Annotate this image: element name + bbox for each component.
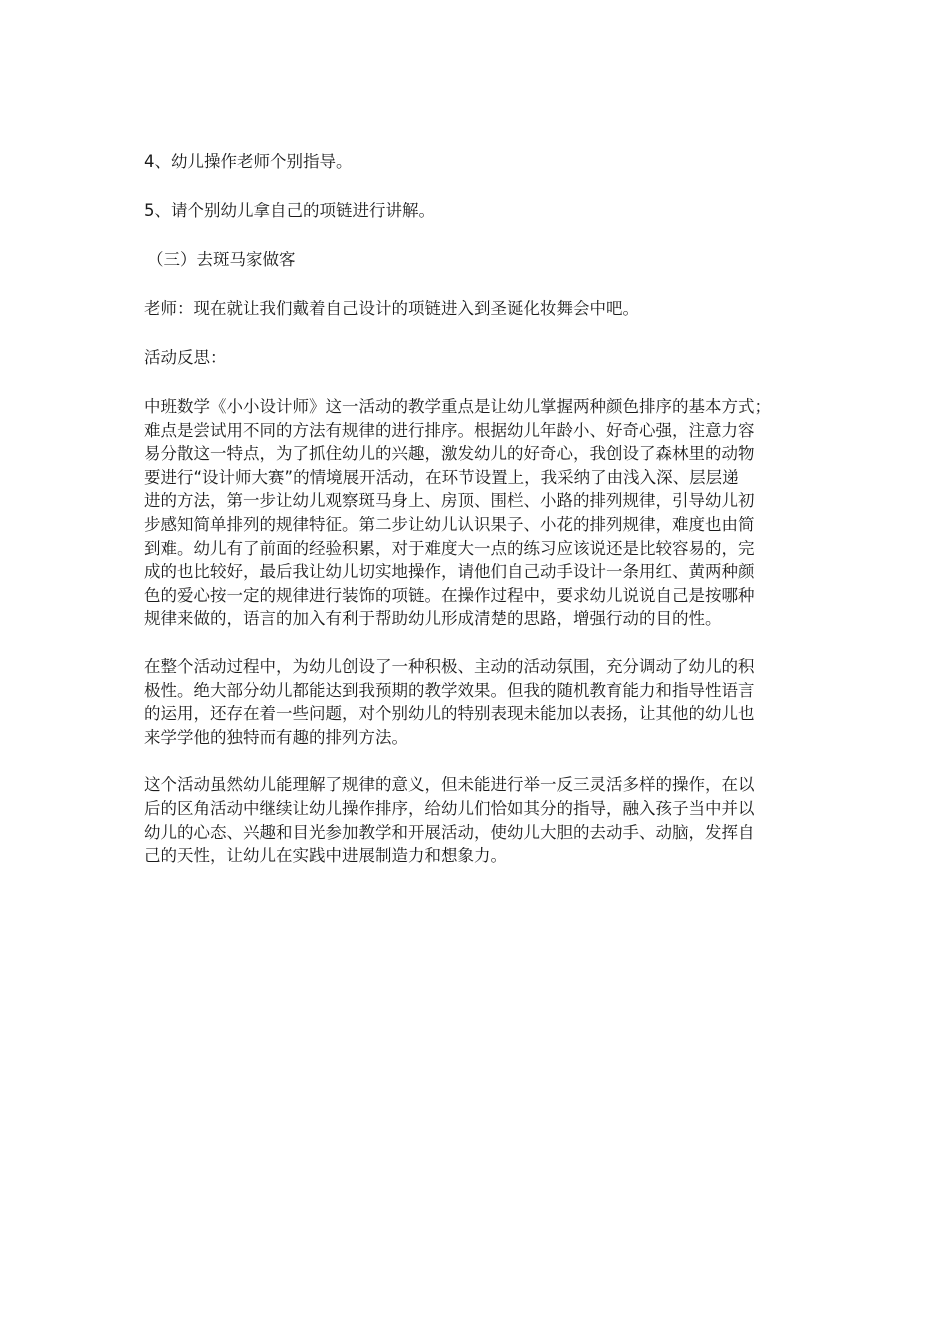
paragraph-line: 要进行“设计师大赛”的情境展开活动，在环节设置上，我采纳了由浅入深、层层递	[144, 467, 739, 487]
paragraph-line: 中班数学《小小设计师》这一活动的教学重点是让幼儿掌握两种颜色排序的基本方式；	[144, 397, 771, 416]
paragraph-line: 成的也比较好，最后我让幼儿切实地操作，请他们自己动手设计一条用红、黄两种颜	[144, 562, 755, 582]
document-body	[144, 150, 806, 892]
paragraph-line: 在整个活动过程中，为幼儿创设了一种积极、主动的活动氛围，充分调动了幼儿的积	[144, 656, 755, 676]
step-item: 4、幼儿操作老师个别指导。	[144, 152, 353, 171]
paragraph-line: 来学学他的独特而有趣的排列方法。	[144, 727, 408, 747]
reflection-paragraph-1	[144, 395, 806, 631]
step-item: 5、请个别幼儿拿自己的项链进行讲解。	[144, 201, 435, 220]
teacher-line: 老师：现在就让我们戴着自己设计的项链进入到圣诞化妆舞会中吧。	[144, 299, 639, 318]
paragraph-line: 这个活动虽然幼儿能理解了规律的意义，但未能进行举一反三灵活多样的操作，在以	[144, 775, 755, 795]
section-heading: （三）去斑马家做客	[147, 250, 296, 269]
paragraph-line: 规律来做的，语言的加入有利于帮助幼儿形成清楚的思路，增强行动的目的性。	[144, 609, 722, 629]
paragraph-line: 进的方法，第一步让幼儿观察斑马身上、房顶、围栏、小路的排列规律，引导幼儿初	[144, 491, 755, 511]
paragraph-line: 易分散这一特点，为了抓住幼儿的兴趣，激发幼儿的好奇心，我创设了森林里的动物	[144, 444, 755, 464]
paragraph-line: 步感知简单排列的规律特征。第二步让幼儿认识果子、小花的排列规律，难度也由简	[144, 514, 755, 534]
paragraph-line: 到难。幼儿有了前面的经验积累，对于难度大一点的练习应该说还是比较容易的，完	[144, 538, 755, 558]
paragraph-line: 后的区角活动中继续让幼儿操作排序，给幼儿们恰如其分的指导，融入孩子当中并以	[144, 798, 755, 818]
reflection-label: 活动反思：	[144, 348, 227, 367]
paragraph-line: 己的天性，让幼儿在实践中进展制造力和想象力。	[144, 846, 507, 866]
paragraph-line: 的运用，还存在着一些问题，对个别幼儿的特别表现未能加以表扬，让其他的幼儿也	[144, 704, 755, 724]
paragraph-line: 难点是尝试用不同的方法有规律的进行排序。根据幼儿年龄小、好奇心强，注意力容	[144, 420, 755, 440]
reflection-paragraph-3	[144, 773, 806, 867]
paragraph-line: 极性。绝大部分幼儿都能达到我预期的教学效果。但我的随机教育能力和指导性语言	[144, 680, 755, 700]
reflection-paragraph-2	[144, 655, 806, 749]
paragraph-line: 幼儿的心态、兴趣和目光参加教学和开展活动，使幼儿大胆的去动手、动脑，发挥自	[144, 822, 755, 842]
paragraph-line: 色的爱心按一定的规律进行装饰的项链。在操作过程中，要求幼儿说说自己是按哪种	[144, 585, 755, 605]
